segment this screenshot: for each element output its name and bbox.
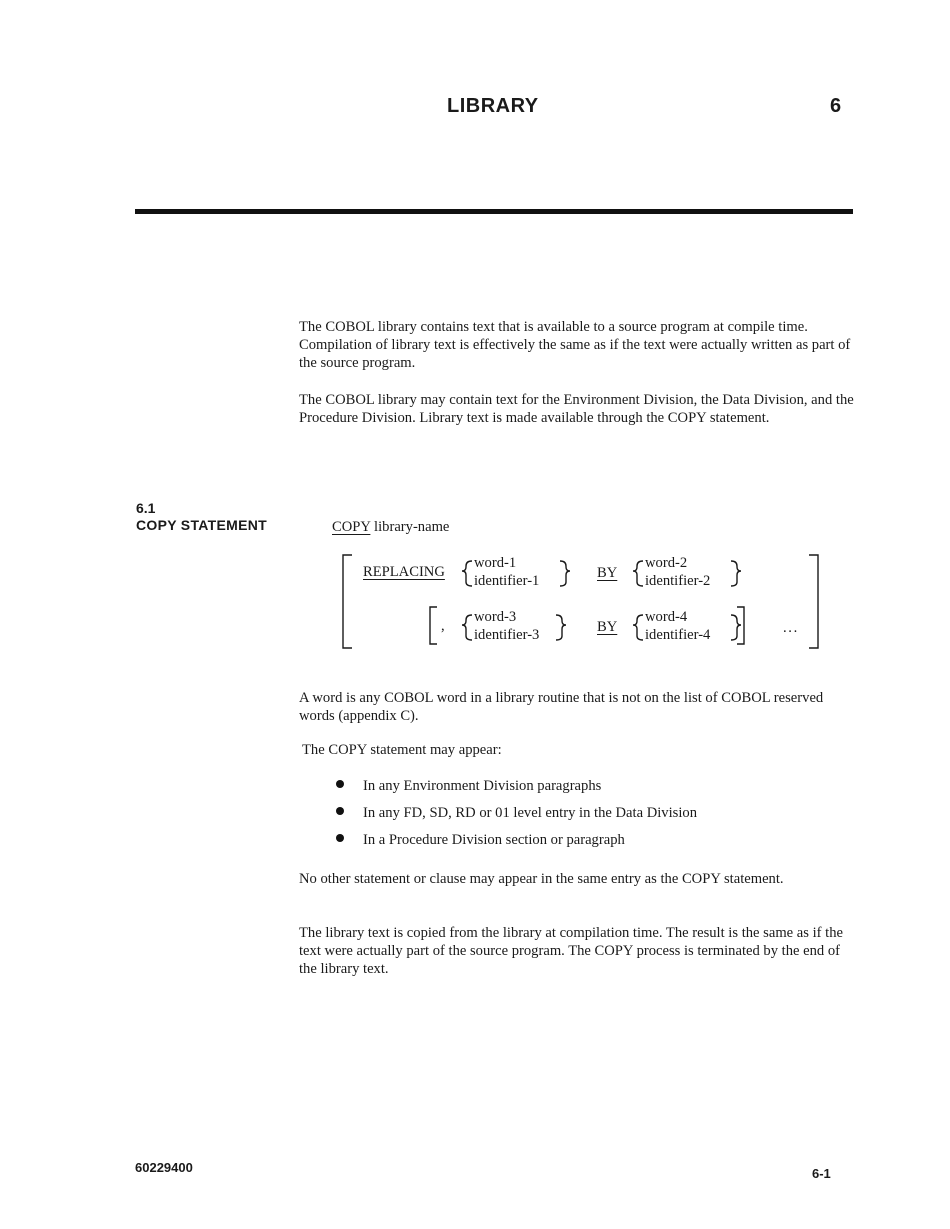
page-number: 6-1 <box>812 1166 831 1181</box>
ellipsis: . . . <box>783 620 797 636</box>
brace-left-4 <box>633 615 643 640</box>
bullet-icon <box>336 834 344 842</box>
bullet-icon <box>336 780 344 788</box>
list-item-text: In any Environment Division paragraphs <box>363 778 602 794</box>
brace-left-1 <box>462 561 472 586</box>
library-name: library-name <box>374 519 450 535</box>
chapter-number: 6 <box>830 95 842 117</box>
identifier-1: identifier-1 <box>474 573 540 589</box>
copy-keyword: COPY <box>332 519 371 535</box>
outer-right-bracket <box>809 555 818 648</box>
by-keyword-2: BY <box>597 619 618 635</box>
document-number: 60229400 <box>135 1160 193 1175</box>
list-item-text: In any FD, SD, RD or 01 level entry in the Data Division <box>363 805 697 821</box>
section-title: COPY STATEMENT <box>136 517 267 533</box>
replacing-keyword: REPLACING <box>363 564 445 580</box>
word-2: word-2 <box>645 555 688 571</box>
copied-text-paragraph: The library text is copied from the library at compilation time. The result is the same as if the text were actually part of the source program. The COPY process is terminated by the end of the library text. <box>299 925 844 978</box>
intro-paragraph-2: The COBOL library may contain text for the Environment Division, the Data Division, and the Procedure Division. Library text is made available through the COPY statement. <box>299 392 854 427</box>
by-keyword-1: BY <box>597 565 618 581</box>
identifier-3: identifier-3 <box>474 627 540 643</box>
may-appear-paragraph: The COPY statement may appear: <box>302 742 502 758</box>
brace-left-2 <box>633 561 643 586</box>
identifier-4: identifier-4 <box>645 627 711 643</box>
comma-separator: , <box>441 618 445 634</box>
word-definition-paragraph: A word is any COBOL word in a library routine that is not on the list of COBOL reserved words (appendix C). <box>299 690 824 725</box>
list-item-text: In a Procedure Division section or paragraph <box>363 832 625 848</box>
brace-right-2 <box>731 561 741 586</box>
intro-paragraph-1: The COBOL library contains text that is available to a source program at compile time. Compilation of library text is effectively the same as if the text were actually written as part of the source program. <box>299 319 851 372</box>
chapter-title: LIBRARY <box>447 95 539 117</box>
brace-right-1 <box>560 561 570 586</box>
word-4: word-4 <box>645 609 688 625</box>
brace-left-3 <box>462 615 472 640</box>
word-3: word-3 <box>474 609 517 625</box>
section-number: 6.1 <box>136 500 156 516</box>
inner-left-bracket <box>430 607 437 644</box>
word-1: word-1 <box>474 555 517 571</box>
no-other-statement-paragraph: No other statement or clause may appear in the same entry as the COPY statement. <box>299 871 784 887</box>
brace-right-4 <box>731 615 741 640</box>
brace-right-3 <box>556 615 566 640</box>
outer-left-bracket <box>343 555 352 648</box>
bullet-icon <box>336 807 344 815</box>
identifier-2: identifier-2 <box>645 573 711 589</box>
